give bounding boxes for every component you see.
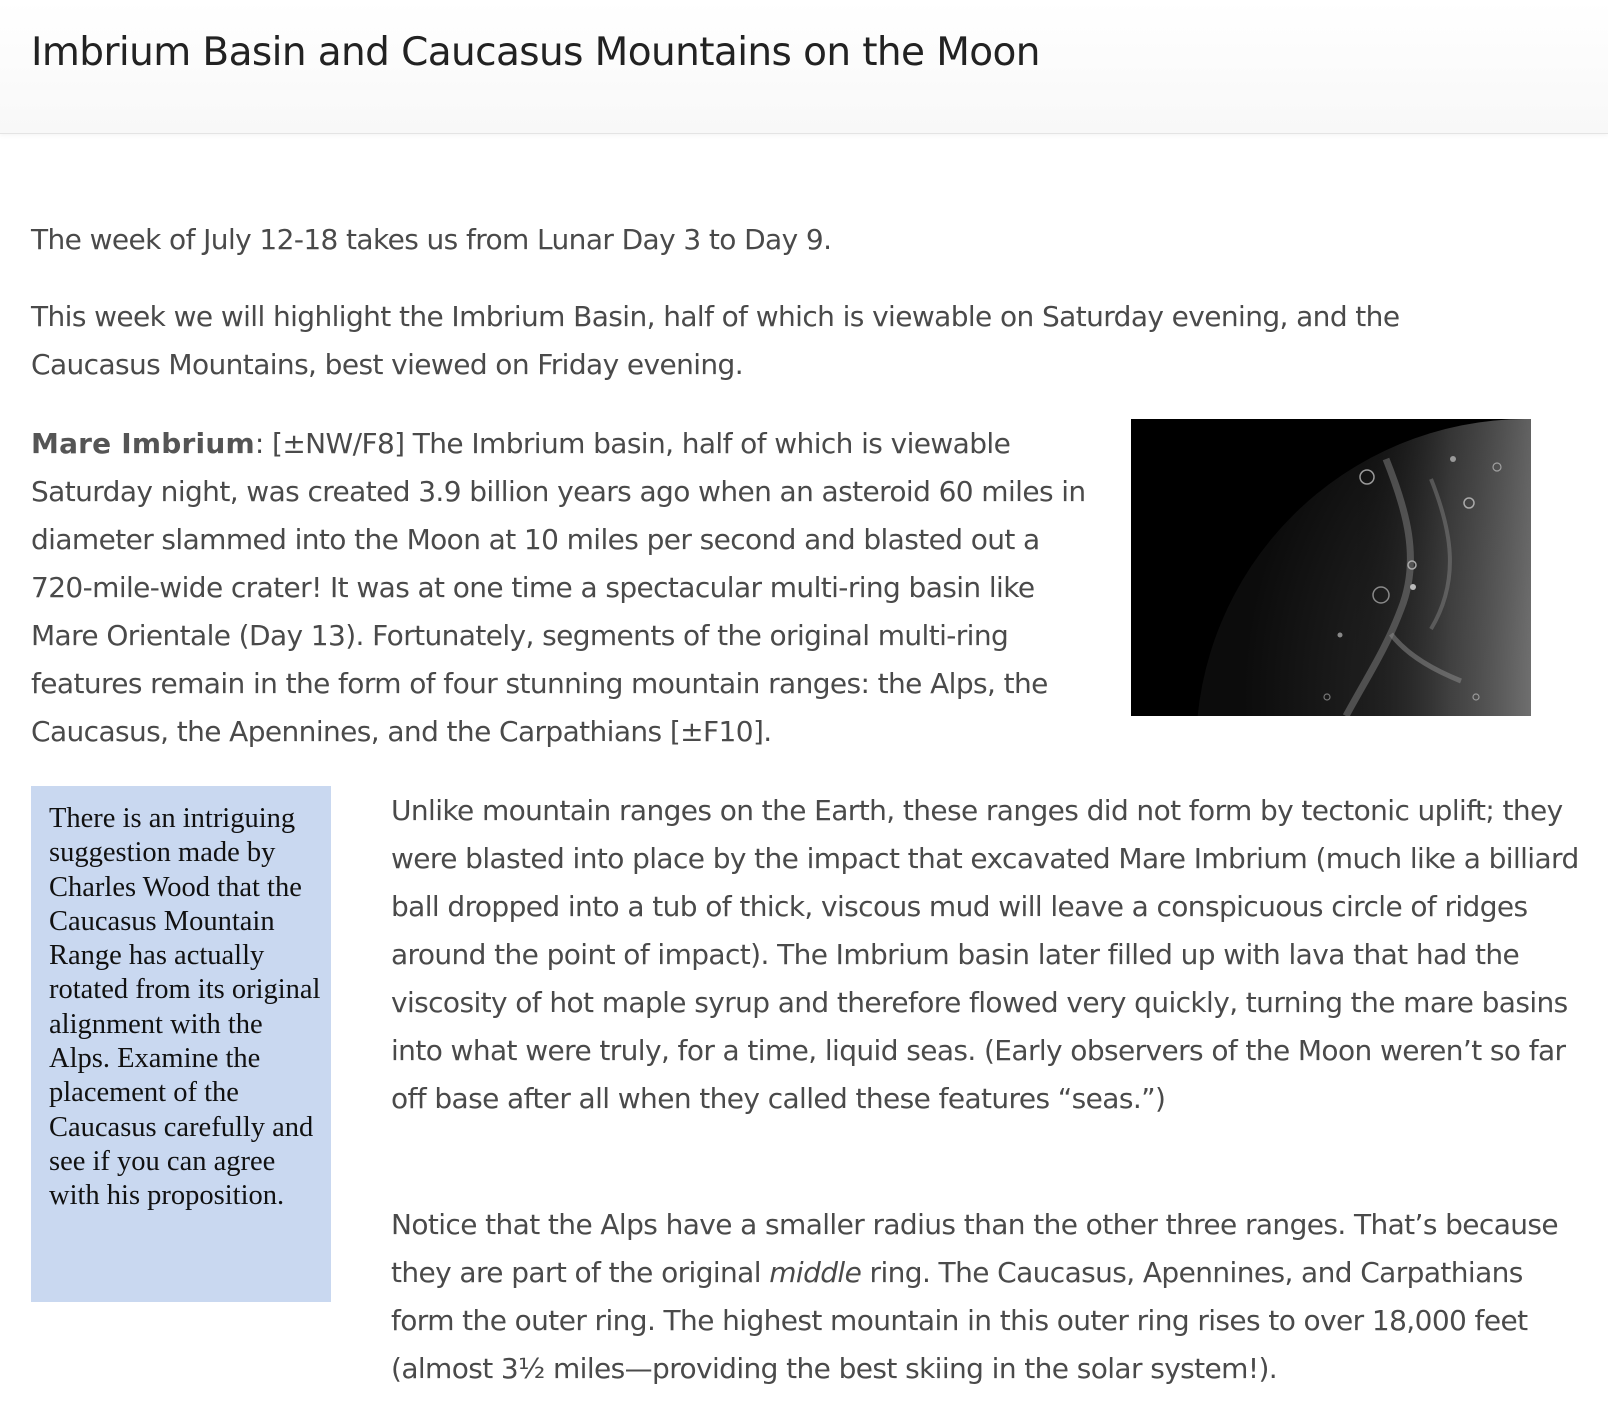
moon-terminator-image <box>1131 419 1531 716</box>
moon-photo <box>1131 419 1531 716</box>
alps-text-part2: ring. The Caucasus, Apennines, and Carpathians form the outer ring. The highest mountain in this outer ring rises to over 18,000 feet (almost 3½ miles—providing the best skiing in the solar system!). <box>391 1256 1528 1385</box>
callout-box <box>31 786 331 1302</box>
highlight-paragraph: This week we will highlight the Imbrium Basin, half of which is viewable on Saturday evening, and the Caucasus Mountains, best viewed on Friday evening. <box>31 300 1400 381</box>
tectonic-paragraph: Unlike mountain ranges on the Earth, these ranges did not form by tectonic uplift; they were blasted into place by the impact that excavated Mare Imbrium (much like a billiard ball dropped into a tub of thick, viscous mud will leave a conspicuous circle of ridges around the point of impact). The Imbrium basin later filled up with lava that had the viscosity of hot maple syrup and therefore flowed very quickly, turning the mare basins into what were truly, for a time, liquid seas. (Early observers of the Moon weren’t so far off base after all when they called these features “seas.”) <box>391 794 1579 1115</box>
callout-text: There is an intriguing suggestion made by Charles Wood that the Caucasus Mountain Range has actually rotated from its original alignment with the Alps. Examine the placement of the Caucasus carefully and see if you can agree with his proposition. <box>49 803 321 1212</box>
mare-imbrium-paragraph <box>31 420 1101 756</box>
page-title: Imbrium Basin and Caucasus Mountains on the Moon <box>31 30 1040 75</box>
alps-text-part1: Notice that the Alps have a smaller radius than the other three ranges. That’s because they are part of the original <box>391 1208 1559 1289</box>
alps-radius-paragraph <box>391 1201 1581 1393</box>
middle-emphasis: middle <box>769 1256 862 1289</box>
mare-imbrium-body: : [±NW/F8] The Imbrium basin, half of which is viewable Saturday night, was created 3.9 billion years ago when an asteroid 60 miles in diameter slammed into the Moon at 10 miles per second and blasted out a 720-mile-wide crater! It was at one time a spectacular multi-ring basin like Mare Orientale (Day 13). Fortunately, segments of the original multi-ring features remain in the form of four stunning mountain ranges: the Alps, the Caucasus, the Apennines, and the Carpathians [±F10]. <box>31 427 1086 748</box>
intro-paragraph: The week of July 12-18 takes us from Lunar Day 3 to Day 9. <box>31 223 832 256</box>
page-header <box>0 0 1608 134</box>
mare-imbrium-term: Mare Imbrium <box>31 427 255 460</box>
